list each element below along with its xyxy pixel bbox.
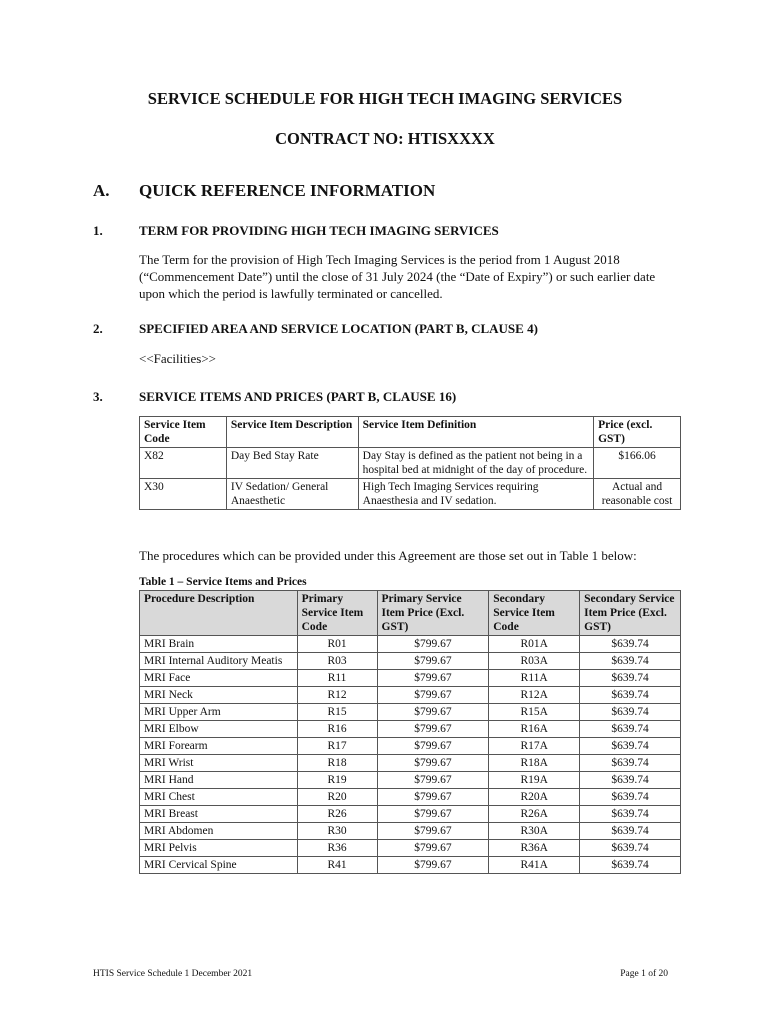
procedure-cell: MRI Wrist [140, 755, 298, 772]
secondary-price-cell: $639.74 [580, 670, 681, 687]
secondary-code-cell: R30A [489, 823, 580, 840]
table-row [140, 840, 681, 857]
section-a-title: QUICK REFERENCE INFORMATION [139, 181, 436, 200]
primary-code-cell: R15 [297, 704, 377, 721]
header-cell: Service Item Code [140, 417, 227, 448]
secondary-price-cell: $639.74 [580, 772, 681, 789]
secondary-code-cell: R15A [489, 704, 580, 721]
secondary-code-cell: R41A [489, 857, 580, 874]
primary-code-cell: R01 [297, 636, 377, 653]
procedure-cell: MRI Forearm [140, 738, 298, 755]
primary-code-cell: R41 [297, 857, 377, 874]
primary-code-cell: R18 [297, 755, 377, 772]
procedure-cell: MRI Upper Arm [140, 704, 298, 721]
secondary-price-cell: $639.74 [580, 857, 681, 874]
primary-price-cell: $799.67 [377, 823, 489, 840]
primary-code-cell: R19 [297, 772, 377, 789]
secondary-price-cell: $639.74 [580, 636, 681, 653]
primary-code-cell: R03 [297, 653, 377, 670]
secondary-price-cell: $639.74 [580, 755, 681, 772]
procedure-cell: MRI Breast [140, 806, 298, 823]
table-row [140, 636, 681, 653]
table-row [140, 687, 681, 704]
secondary-price-cell: $639.74 [580, 789, 681, 806]
secondary-code-cell: R01A [489, 636, 580, 653]
procedures-table [139, 590, 681, 874]
procedure-cell: MRI Face [140, 670, 298, 687]
document-title: SERVICE SCHEDULE FOR HIGH TECH IMAGING SERVICES [147, 89, 623, 108]
procedure-cell: MRI Neck [140, 687, 298, 704]
primary-code-cell: R36 [297, 840, 377, 857]
item-price-cell: Actual and reasonable cost [594, 479, 681, 510]
procedure-cell: MRI Elbow [140, 721, 298, 738]
section-2-number: 2. [93, 321, 103, 336]
secondary-code-cell: R18A [489, 755, 580, 772]
primary-code-cell: R30 [297, 823, 377, 840]
primary-price-cell: $799.67 [377, 653, 489, 670]
table-row [140, 448, 681, 479]
table-row [140, 653, 681, 670]
secondary-code-cell: R12A [489, 687, 580, 704]
header-cell: Service Item Definition [358, 417, 593, 448]
table-row [140, 857, 681, 874]
table-header-row [140, 417, 681, 448]
item-code-cell: X82 [140, 448, 227, 479]
secondary-price-cell: $639.74 [580, 738, 681, 755]
table-row [140, 704, 681, 721]
item-price-cell: $166.06 [594, 448, 681, 479]
footer-left: HTIS Service Schedule 1 December 2021 [93, 969, 253, 979]
table-row [140, 789, 681, 806]
procedure-cell: MRI Chest [140, 789, 298, 806]
secondary-price-cell: $639.74 [580, 840, 681, 857]
footer-page-number: Page 1 of 20 [620, 969, 668, 979]
primary-code-cell: R12 [297, 687, 377, 704]
section-1-body: The Term for the provision of High Tech Imaging Services is the period from 1 August 2018 (“Commencement Date”) until the close of 31 July 2024 (the “Date of Expiry”) or such earlier date upon which the period is lawfully terminated or cancelled. [139, 252, 656, 301]
item-code-cell: X30 [140, 479, 227, 510]
secondary-code-cell: R20A [489, 789, 580, 806]
secondary-code-cell: R26A [489, 806, 580, 823]
secondary-code-cell: R03A [489, 653, 580, 670]
table-1-caption: Table 1 – Service Items and Prices [139, 576, 307, 588]
primary-code-cell: R11 [297, 670, 377, 687]
secondary-price-cell: $639.74 [580, 704, 681, 721]
table-row [140, 755, 681, 772]
section-1-number: 1. [93, 223, 103, 238]
table-row [140, 479, 681, 510]
secondary-code-cell: R36A [489, 840, 580, 857]
primary-price-cell: $799.67 [377, 687, 489, 704]
primary-price-cell: $799.67 [377, 738, 489, 755]
procedure-cell: MRI Pelvis [140, 840, 298, 857]
item-def-cell: Day Stay is defined as the patient not being in a hospital bed at midnight of the day of procedure. [358, 448, 593, 479]
secondary-price-cell: $639.74 [580, 687, 681, 704]
primary-price-cell: $799.67 [377, 636, 489, 653]
item-desc-cell: Day Bed Stay Rate [226, 448, 358, 479]
primary-price-cell: $799.67 [377, 670, 489, 687]
secondary-code-cell: R19A [489, 772, 580, 789]
table-row [140, 738, 681, 755]
header-cell: Price (excl. GST) [594, 417, 681, 448]
procedure-cell: MRI Abdomen [140, 823, 298, 840]
primary-code-cell: R17 [297, 738, 377, 755]
header-cell: Service Item Description [226, 417, 358, 448]
table-row [140, 806, 681, 823]
table-row [140, 823, 681, 840]
header-cell: Primary Service Item Price (Excl. GST) [377, 591, 489, 636]
table-intro-text: The procedures which can be provided under this Agreement are those set out in Table 1 below: [139, 548, 637, 563]
table-row [140, 670, 681, 687]
primary-price-cell: $799.67 [377, 857, 489, 874]
secondary-code-cell: R17A [489, 738, 580, 755]
secondary-code-cell: R11A [489, 670, 580, 687]
secondary-price-cell: $639.74 [580, 721, 681, 738]
section-1-title: TERM FOR PROVIDING HIGH TECH IMAGING SERVICES [139, 223, 499, 238]
primary-code-cell: R20 [297, 789, 377, 806]
item-desc-cell: IV Sedation/ General Anaesthetic [226, 479, 358, 510]
section-2-body: <<Facilities>> [139, 351, 216, 366]
service-items-table [139, 416, 681, 510]
section-3-number: 3. [93, 389, 103, 404]
secondary-price-cell: $639.74 [580, 823, 681, 840]
procedure-cell: MRI Internal Auditory Meatis [140, 653, 298, 670]
procedure-cell: MRI Cervical Spine [140, 857, 298, 874]
primary-price-cell: $799.67 [377, 772, 489, 789]
header-cell: Secondary Service Item Price (Excl. GST) [580, 591, 681, 636]
procedure-cell: MRI Brain [140, 636, 298, 653]
secondary-code-cell: R16A [489, 721, 580, 738]
item-def-cell: High Tech Imaging Services requiring Anaesthesia and IV sedation. [358, 479, 593, 510]
primary-code-cell: R16 [297, 721, 377, 738]
section-2-title: SPECIFIED AREA AND SERVICE LOCATION (PART B, CLAUSE 4) [139, 321, 538, 336]
primary-price-cell: $799.67 [377, 840, 489, 857]
primary-price-cell: $799.67 [377, 789, 489, 806]
secondary-price-cell: $639.74 [580, 653, 681, 670]
procedure-cell: MRI Hand [140, 772, 298, 789]
primary-price-cell: $799.67 [377, 721, 489, 738]
table-header-row [140, 591, 681, 636]
secondary-price-cell: $639.74 [580, 806, 681, 823]
header-cell: Procedure Description [140, 591, 298, 636]
primary-price-cell: $799.67 [377, 806, 489, 823]
table-row [140, 772, 681, 789]
header-cell: Secondary Service Item Code [489, 591, 580, 636]
header-cell: Primary Service Item Code [297, 591, 377, 636]
primary-price-cell: $799.67 [377, 755, 489, 772]
section-a-number: A. [93, 181, 110, 200]
contract-number: CONTRACT NO: HTISXXXX [275, 129, 495, 148]
primary-price-cell: $799.67 [377, 704, 489, 721]
section-3-title: SERVICE ITEMS AND PRICES (PART B, CLAUSE 16) [139, 389, 457, 404]
table-row [140, 721, 681, 738]
primary-code-cell: R26 [297, 806, 377, 823]
